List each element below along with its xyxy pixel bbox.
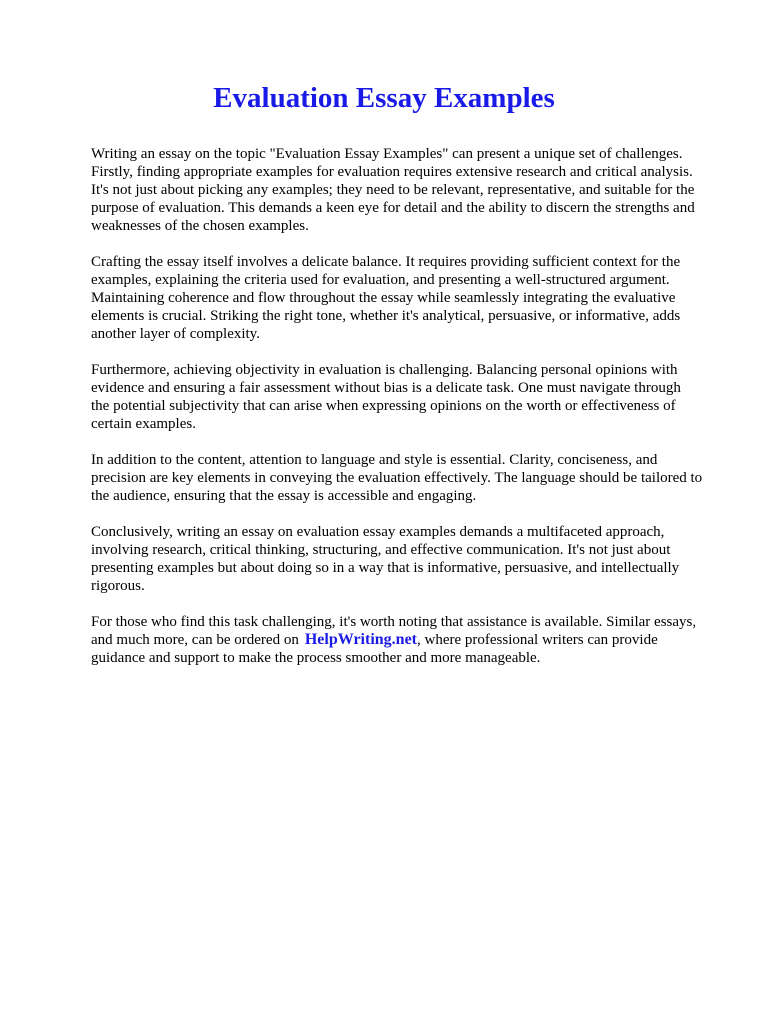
text-line: In addition to the content, attention to language and style is essential. Clarity, conciseness, and: [91, 452, 658, 468]
link-trail-text: , where professional writers can provide: [417, 632, 658, 648]
paragraph-1: [91, 145, 731, 235]
text-line: It's not just about picking any examples; they need to be relevant, representative, and suitable for the: [91, 182, 695, 198]
text-line-with-link: [91, 631, 731, 649]
text-line: examples, explaining the criteria used for evaluation, and presenting a well-structured argument.: [91, 272, 670, 288]
text-line: precision are key elements in conveying the evaluation effectively. The language should be tailored to: [91, 470, 703, 486]
page-title: Evaluation Essay Examples: [213, 82, 555, 114]
text-line: Firstly, finding appropriate examples for evaluation requires extensive research and critical analysis.: [91, 164, 693, 180]
text-line: Maintaining coherence and flow throughout the essay while seamlessly integrating the evaluative: [91, 290, 676, 306]
paragraph-5: [91, 523, 731, 595]
paragraph-4: [91, 451, 731, 505]
text-line: the audience, ensuring that the essay is accessible and engaging.: [91, 488, 477, 504]
text-line: For those who find this task challenging, it's worth noting that assistance is available. Similar essays,: [91, 614, 697, 630]
text-line: involving research, critical thinking, structuring, and effective communication. It's not just about: [91, 542, 671, 558]
text-line: evidence and ensuring a fair assessment without bias is a delicate task. One must navigate through: [91, 380, 681, 396]
text-line: rigorous.: [91, 578, 145, 594]
paragraph-2: [91, 253, 731, 343]
paragraph-6: [91, 613, 731, 667]
text-line: elements is crucial. Striking the right tone, whether it's analytical, persuasive, or informative, adds: [91, 308, 681, 324]
text-line: Furthermore, achieving objectivity in evaluation is challenging. Balancing personal opinions with: [91, 362, 678, 378]
text-line: presenting examples but about doing so in a way that is informative, persuasive, and intellectually: [91, 560, 680, 576]
text-line: the potential subjectivity that can arise when expressing opinions on the worth or effectiveness of: [91, 398, 676, 414]
text-line: guidance and support to make the process smoother and more manageable.: [91, 650, 541, 666]
essay-body: [91, 145, 731, 685]
text-line: Conclusively, writing an essay on evaluation essay examples demands a multifaceted approach,: [91, 524, 665, 540]
link-lead-text: and much more, can be ordered on: [91, 632, 299, 648]
paragraph-3: [91, 361, 731, 433]
text-line: another layer of complexity.: [91, 326, 260, 342]
text-line: purpose of evaluation. This demands a keen eye for detail and the ability to discern the strengths and: [91, 200, 695, 216]
text-line: certain examples.: [91, 416, 196, 432]
helpwriting-link[interactable]: HelpWriting.net: [304, 631, 417, 648]
text-line: Writing an essay on the topic "Evaluation Essay Examples" can present a unique set of challenges.: [91, 146, 683, 162]
text-line: weaknesses of the chosen examples.: [91, 218, 309, 234]
text-line: Crafting the essay itself involves a delicate balance. It requires providing sufficient context for the: [91, 254, 681, 270]
